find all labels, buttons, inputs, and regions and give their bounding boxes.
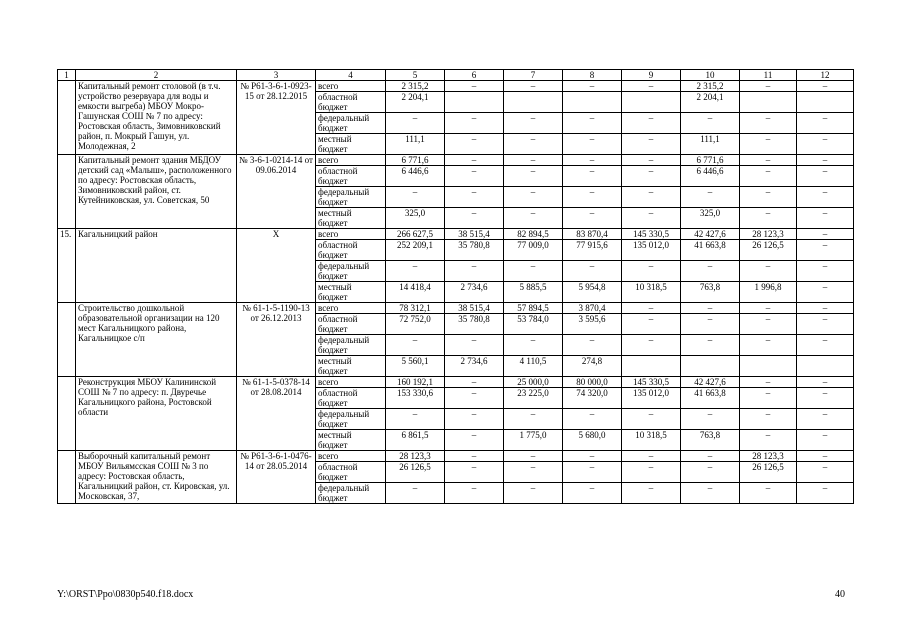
amount-cell: – xyxy=(740,388,797,409)
amount-cell: – xyxy=(445,166,504,187)
amount-cell: 2 315,2 xyxy=(386,81,445,92)
amount-cell: 6 446,6 xyxy=(386,166,445,187)
amount-cell: 252 209,1 xyxy=(386,240,445,261)
amount-cell: – xyxy=(740,166,797,187)
amount-cell: – xyxy=(740,187,797,208)
amount-cell: 111,1 xyxy=(386,134,445,155)
amount-cell: 1 775,0 xyxy=(504,430,563,451)
row-number xyxy=(58,155,76,229)
amount-cell: 57 894,5 xyxy=(504,303,563,314)
amount-cell: – xyxy=(504,113,563,134)
amount-cell: 23 225,0 xyxy=(504,388,563,409)
amount-cell: – xyxy=(797,113,854,134)
funding-source: всего xyxy=(316,81,386,92)
amount-cell: – xyxy=(386,261,445,282)
amount-cell: – xyxy=(622,335,681,356)
amount-cell: – xyxy=(622,113,681,134)
amount-cell: – xyxy=(445,208,504,229)
amount-cell: – xyxy=(797,388,854,409)
funding-source: местный бюджет xyxy=(316,356,386,377)
amount-cell: 2 204,1 xyxy=(386,92,445,113)
table-row xyxy=(58,451,854,462)
amount-cell: – xyxy=(797,134,854,155)
amount-cell: – xyxy=(622,314,681,335)
amount-cell: 3 870,4 xyxy=(563,303,622,314)
amount-cell: – xyxy=(563,134,622,155)
amount-cell xyxy=(797,356,854,377)
amount-cell: 42 427,6 xyxy=(681,229,740,240)
amount-cell: – xyxy=(504,166,563,187)
amount-cell: – xyxy=(797,166,854,187)
amount-cell: – xyxy=(740,335,797,356)
header-cell: 10 xyxy=(681,70,740,81)
amount-cell: – xyxy=(563,113,622,134)
amount-cell: – xyxy=(681,303,740,314)
row-number xyxy=(58,81,76,155)
amount-cell: – xyxy=(563,483,622,504)
header-cell: 1 xyxy=(58,70,76,81)
amount-cell: 26 126,5 xyxy=(740,240,797,261)
document-number: № 61-1-5-0378-14 от 28.08.2014 xyxy=(237,377,316,451)
amount-cell: – xyxy=(681,451,740,462)
object-name: Выборочный капитальный ремонт МБОУ Вильямсская СОШ № 3 по адресу: Ростовская область, Кагальницкий район, ст. Кировская, ул. Московская, 37, xyxy=(76,451,237,504)
object-name: Капитальный ремонт здания МБДОУ детский сад «Малыш», расположенного по адресу: Ростовская область, Зимовниковский район, ст. Кутейниковская, ул. Советская, 50 xyxy=(76,155,237,229)
amount-cell: 5 954,8 xyxy=(563,282,622,303)
amount-cell xyxy=(504,92,563,113)
funding-source: областной бюджет xyxy=(316,166,386,187)
amount-cell: 74 320,0 xyxy=(563,388,622,409)
amount-cell: 82 894,5 xyxy=(504,229,563,240)
amount-cell: – xyxy=(504,451,563,462)
amount-cell: – xyxy=(504,409,563,430)
amount-cell: 5 680,0 xyxy=(563,430,622,451)
amount-cell: 6 861,5 xyxy=(386,430,445,451)
amount-cell: – xyxy=(797,483,854,504)
amount-cell: – xyxy=(797,303,854,314)
amount-cell: 6 446,6 xyxy=(681,166,740,187)
amount-cell: – xyxy=(563,409,622,430)
object-name: Капитальный ремонт столовой (в т.ч. устройство резервуара для воды и емкости выгреба) МБОУ Мокро-Гашунская СОШ № 7 по адресу: Ростовская область, Зимовниковский район, п. Мокрый Гашун, ул. Молодежная, 2 xyxy=(76,81,237,155)
funding-source: федеральный бюджет xyxy=(316,483,386,504)
amount-cell xyxy=(445,92,504,113)
amount-cell: – xyxy=(740,430,797,451)
document-number: Х xyxy=(237,229,316,303)
amount-cell: 763,8 xyxy=(681,282,740,303)
row-number xyxy=(58,303,76,377)
amount-cell: – xyxy=(504,155,563,166)
document-number: № 3-6-1-0214-14 от 09.06.2014 xyxy=(237,155,316,229)
amount-cell: – xyxy=(797,409,854,430)
amount-cell: – xyxy=(622,134,681,155)
amount-cell: – xyxy=(740,155,797,166)
amount-cell xyxy=(681,356,740,377)
amount-cell: – xyxy=(386,483,445,504)
amount-cell: – xyxy=(740,261,797,282)
amount-cell xyxy=(740,92,797,113)
amount-cell: 35 780,8 xyxy=(445,314,504,335)
amount-cell: – xyxy=(797,335,854,356)
amount-cell: 28 123,3 xyxy=(740,229,797,240)
amount-cell: 78 312,1 xyxy=(386,303,445,314)
amount-cell: – xyxy=(622,261,681,282)
amount-cell: – xyxy=(563,187,622,208)
page-number: 40 xyxy=(835,589,845,600)
funding-source: федеральный бюджет xyxy=(316,113,386,134)
amount-cell: 266 627,5 xyxy=(386,229,445,240)
amount-cell: – xyxy=(681,113,740,134)
header-cell: 3 xyxy=(237,70,316,81)
amount-cell: – xyxy=(563,451,622,462)
funding-source: всего xyxy=(316,377,386,388)
amount-cell: – xyxy=(504,483,563,504)
funding-source: областной бюджет xyxy=(316,240,386,261)
amount-cell: – xyxy=(445,81,504,92)
amount-cell: – xyxy=(622,81,681,92)
amount-cell: – xyxy=(740,113,797,134)
amount-cell: – xyxy=(445,377,504,388)
header-cell: 4 xyxy=(316,70,386,81)
amount-cell: 4 110,5 xyxy=(504,356,563,377)
amount-cell: 38 515,4 xyxy=(445,229,504,240)
funding-source: федеральный бюджет xyxy=(316,335,386,356)
amount-cell: – xyxy=(740,409,797,430)
amount-cell: 325,0 xyxy=(386,208,445,229)
amount-cell: – xyxy=(445,134,504,155)
row-number: 15. xyxy=(58,229,76,303)
amount-cell: 14 418,4 xyxy=(386,282,445,303)
amount-cell: – xyxy=(445,187,504,208)
amount-cell: – xyxy=(445,155,504,166)
amount-cell: – xyxy=(445,483,504,504)
amount-cell: – xyxy=(797,229,854,240)
amount-cell: – xyxy=(622,451,681,462)
amount-cell: 1 996,8 xyxy=(740,282,797,303)
funding-source: всего xyxy=(316,155,386,166)
amount-cell: – xyxy=(740,134,797,155)
amount-cell: 763,8 xyxy=(681,430,740,451)
amount-cell: – xyxy=(504,335,563,356)
amount-cell: 2 315,2 xyxy=(681,81,740,92)
amount-cell: – xyxy=(681,261,740,282)
file-path: Y:\ORST\Ppo\0830p540.f18.docx xyxy=(57,589,194,600)
header-cell: 11 xyxy=(740,70,797,81)
document-number: № Р61-3-6-1-0923-15 от 28.12.2015 xyxy=(237,81,316,155)
amount-cell: – xyxy=(622,155,681,166)
amount-cell: 35 780,8 xyxy=(445,240,504,261)
amount-cell: 26 126,5 xyxy=(386,462,445,483)
amount-cell: 41 663,8 xyxy=(681,240,740,261)
amount-cell: – xyxy=(797,261,854,282)
funding-source: федеральный бюджет xyxy=(316,409,386,430)
amount-cell: 26 126,5 xyxy=(740,462,797,483)
header-cell: 12 xyxy=(797,70,854,81)
amount-cell: – xyxy=(740,81,797,92)
amount-cell: – xyxy=(445,462,504,483)
amount-cell: – xyxy=(681,314,740,335)
amount-cell: – xyxy=(797,430,854,451)
header-cell: 9 xyxy=(622,70,681,81)
table-row xyxy=(58,155,854,166)
table-row xyxy=(58,303,854,314)
amount-cell: – xyxy=(445,261,504,282)
amount-cell: – xyxy=(681,483,740,504)
amount-cell: – xyxy=(563,208,622,229)
amount-cell: – xyxy=(504,208,563,229)
amount-cell: 42 427,6 xyxy=(681,377,740,388)
amount-cell: – xyxy=(797,81,854,92)
table-row xyxy=(58,377,854,388)
amount-cell: 28 123,3 xyxy=(740,451,797,462)
amount-cell: – xyxy=(797,208,854,229)
amount-cell: – xyxy=(563,155,622,166)
amount-cell: 145 330,5 xyxy=(622,377,681,388)
amount-cell: – xyxy=(622,483,681,504)
funding-source: всего xyxy=(316,303,386,314)
amount-cell: – xyxy=(386,409,445,430)
amount-cell: – xyxy=(445,113,504,134)
amount-cell: – xyxy=(797,187,854,208)
amount-cell: – xyxy=(563,261,622,282)
amount-cell: – xyxy=(563,166,622,187)
amount-cell: – xyxy=(445,430,504,451)
amount-cell: – xyxy=(563,81,622,92)
amount-cell: – xyxy=(740,377,797,388)
amount-cell: 6 771,6 xyxy=(681,155,740,166)
amount-cell: – xyxy=(681,335,740,356)
amount-cell: – xyxy=(386,113,445,134)
amount-cell: 25 000,0 xyxy=(504,377,563,388)
amount-cell: 41 663,8 xyxy=(681,388,740,409)
header-cell: 7 xyxy=(504,70,563,81)
amount-cell: – xyxy=(622,303,681,314)
amount-cell: 83 870,4 xyxy=(563,229,622,240)
amount-cell: 28 123,3 xyxy=(386,451,445,462)
object-name: Строительство дошкольной образовательной организации на 120 мест Кагальницкого района, Кагальницкое с/п xyxy=(76,303,237,377)
amount-cell: – xyxy=(622,462,681,483)
amount-cell: 2 734,6 xyxy=(445,282,504,303)
amount-cell: – xyxy=(622,187,681,208)
amount-cell: – xyxy=(740,483,797,504)
document-number: № Р61-3-6-1-0476-14 от 28.05.2014 xyxy=(237,451,316,504)
amount-cell: 10 318,5 xyxy=(622,430,681,451)
amount-cell: 77 009,0 xyxy=(504,240,563,261)
budget-table xyxy=(57,69,854,504)
amount-cell: – xyxy=(504,134,563,155)
amount-cell: – xyxy=(563,462,622,483)
amount-cell: – xyxy=(504,187,563,208)
amount-cell: – xyxy=(563,335,622,356)
amount-cell: – xyxy=(797,155,854,166)
amount-cell: 2 204,1 xyxy=(681,92,740,113)
amount-cell: 2 734,6 xyxy=(445,356,504,377)
amount-cell: – xyxy=(622,208,681,229)
amount-cell: – xyxy=(622,166,681,187)
object-name: Кагальницкий район xyxy=(76,229,237,303)
amount-cell xyxy=(622,92,681,113)
funding-source: областной бюджет xyxy=(316,388,386,409)
amount-cell: – xyxy=(386,335,445,356)
amount-cell: – xyxy=(681,409,740,430)
amount-cell: – xyxy=(445,451,504,462)
amount-cell: – xyxy=(740,314,797,335)
funding-source: местный бюджет xyxy=(316,282,386,303)
funding-source: областной бюджет xyxy=(316,314,386,335)
amount-cell: 274,8 xyxy=(563,356,622,377)
amount-cell: 6 771,6 xyxy=(386,155,445,166)
amount-cell: 5 560,1 xyxy=(386,356,445,377)
amount-cell: 5 885,5 xyxy=(504,282,563,303)
funding-source: всего xyxy=(316,451,386,462)
table-row xyxy=(58,81,854,92)
header-cell: 2 xyxy=(76,70,237,81)
funding-source: федеральный бюджет xyxy=(316,187,386,208)
funding-source: федеральный бюджет xyxy=(316,261,386,282)
amount-cell xyxy=(563,92,622,113)
funding-source: местный бюджет xyxy=(316,208,386,229)
amount-cell xyxy=(797,92,854,113)
document-number: № 61-1-5-1190-13 от 26.12.2013 xyxy=(237,303,316,377)
amount-cell: 10 318,5 xyxy=(622,282,681,303)
row-number xyxy=(58,451,76,504)
header-cell: 8 xyxy=(563,70,622,81)
amount-cell: – xyxy=(622,409,681,430)
amount-cell: 135 012,0 xyxy=(622,240,681,261)
header-cell: 6 xyxy=(445,70,504,81)
funding-source: местный бюджет xyxy=(316,430,386,451)
funding-source: областной бюджет xyxy=(316,462,386,483)
amount-cell: 3 595,6 xyxy=(563,314,622,335)
amount-cell: – xyxy=(681,462,740,483)
amount-cell: 53 784,0 xyxy=(504,314,563,335)
funding-source: местный бюджет xyxy=(316,134,386,155)
amount-cell: – xyxy=(797,282,854,303)
funding-source: всего xyxy=(316,229,386,240)
amount-cell: – xyxy=(504,261,563,282)
funding-source: областной бюджет xyxy=(316,92,386,113)
object-name: Реконструкция МБОУ Калининской СОШ № 7 по адресу: п. Двуречье Кагальницкого района, Ростовской области xyxy=(76,377,237,451)
amount-cell: – xyxy=(681,187,740,208)
amount-cell: 72 752,0 xyxy=(386,314,445,335)
amount-cell: – xyxy=(386,187,445,208)
amount-cell: 135 012,0 xyxy=(622,388,681,409)
table-row xyxy=(58,229,854,240)
amount-cell: – xyxy=(504,462,563,483)
amount-cell: 160 192,1 xyxy=(386,377,445,388)
amount-cell: 153 330,6 xyxy=(386,388,445,409)
amount-cell: – xyxy=(797,240,854,261)
amount-cell: 145 330,5 xyxy=(622,229,681,240)
amount-cell: 325,0 xyxy=(681,208,740,229)
amount-cell: 80 000,0 xyxy=(563,377,622,388)
amount-cell xyxy=(740,356,797,377)
amount-cell xyxy=(622,356,681,377)
amount-cell: – xyxy=(504,81,563,92)
amount-cell: 111,1 xyxy=(681,134,740,155)
amount-cell: – xyxy=(445,409,504,430)
amount-cell: – xyxy=(797,451,854,462)
amount-cell: – xyxy=(797,377,854,388)
amount-cell: – xyxy=(797,462,854,483)
amount-cell: – xyxy=(445,335,504,356)
amount-cell: – xyxy=(445,388,504,409)
header-cell: 5 xyxy=(386,70,445,81)
amount-cell: – xyxy=(740,208,797,229)
amount-cell: 38 515,4 xyxy=(445,303,504,314)
row-number xyxy=(58,377,76,451)
amount-cell: – xyxy=(740,303,797,314)
header-row xyxy=(58,70,854,81)
amount-cell: 77 915,6 xyxy=(563,240,622,261)
amount-cell: – xyxy=(797,314,854,335)
